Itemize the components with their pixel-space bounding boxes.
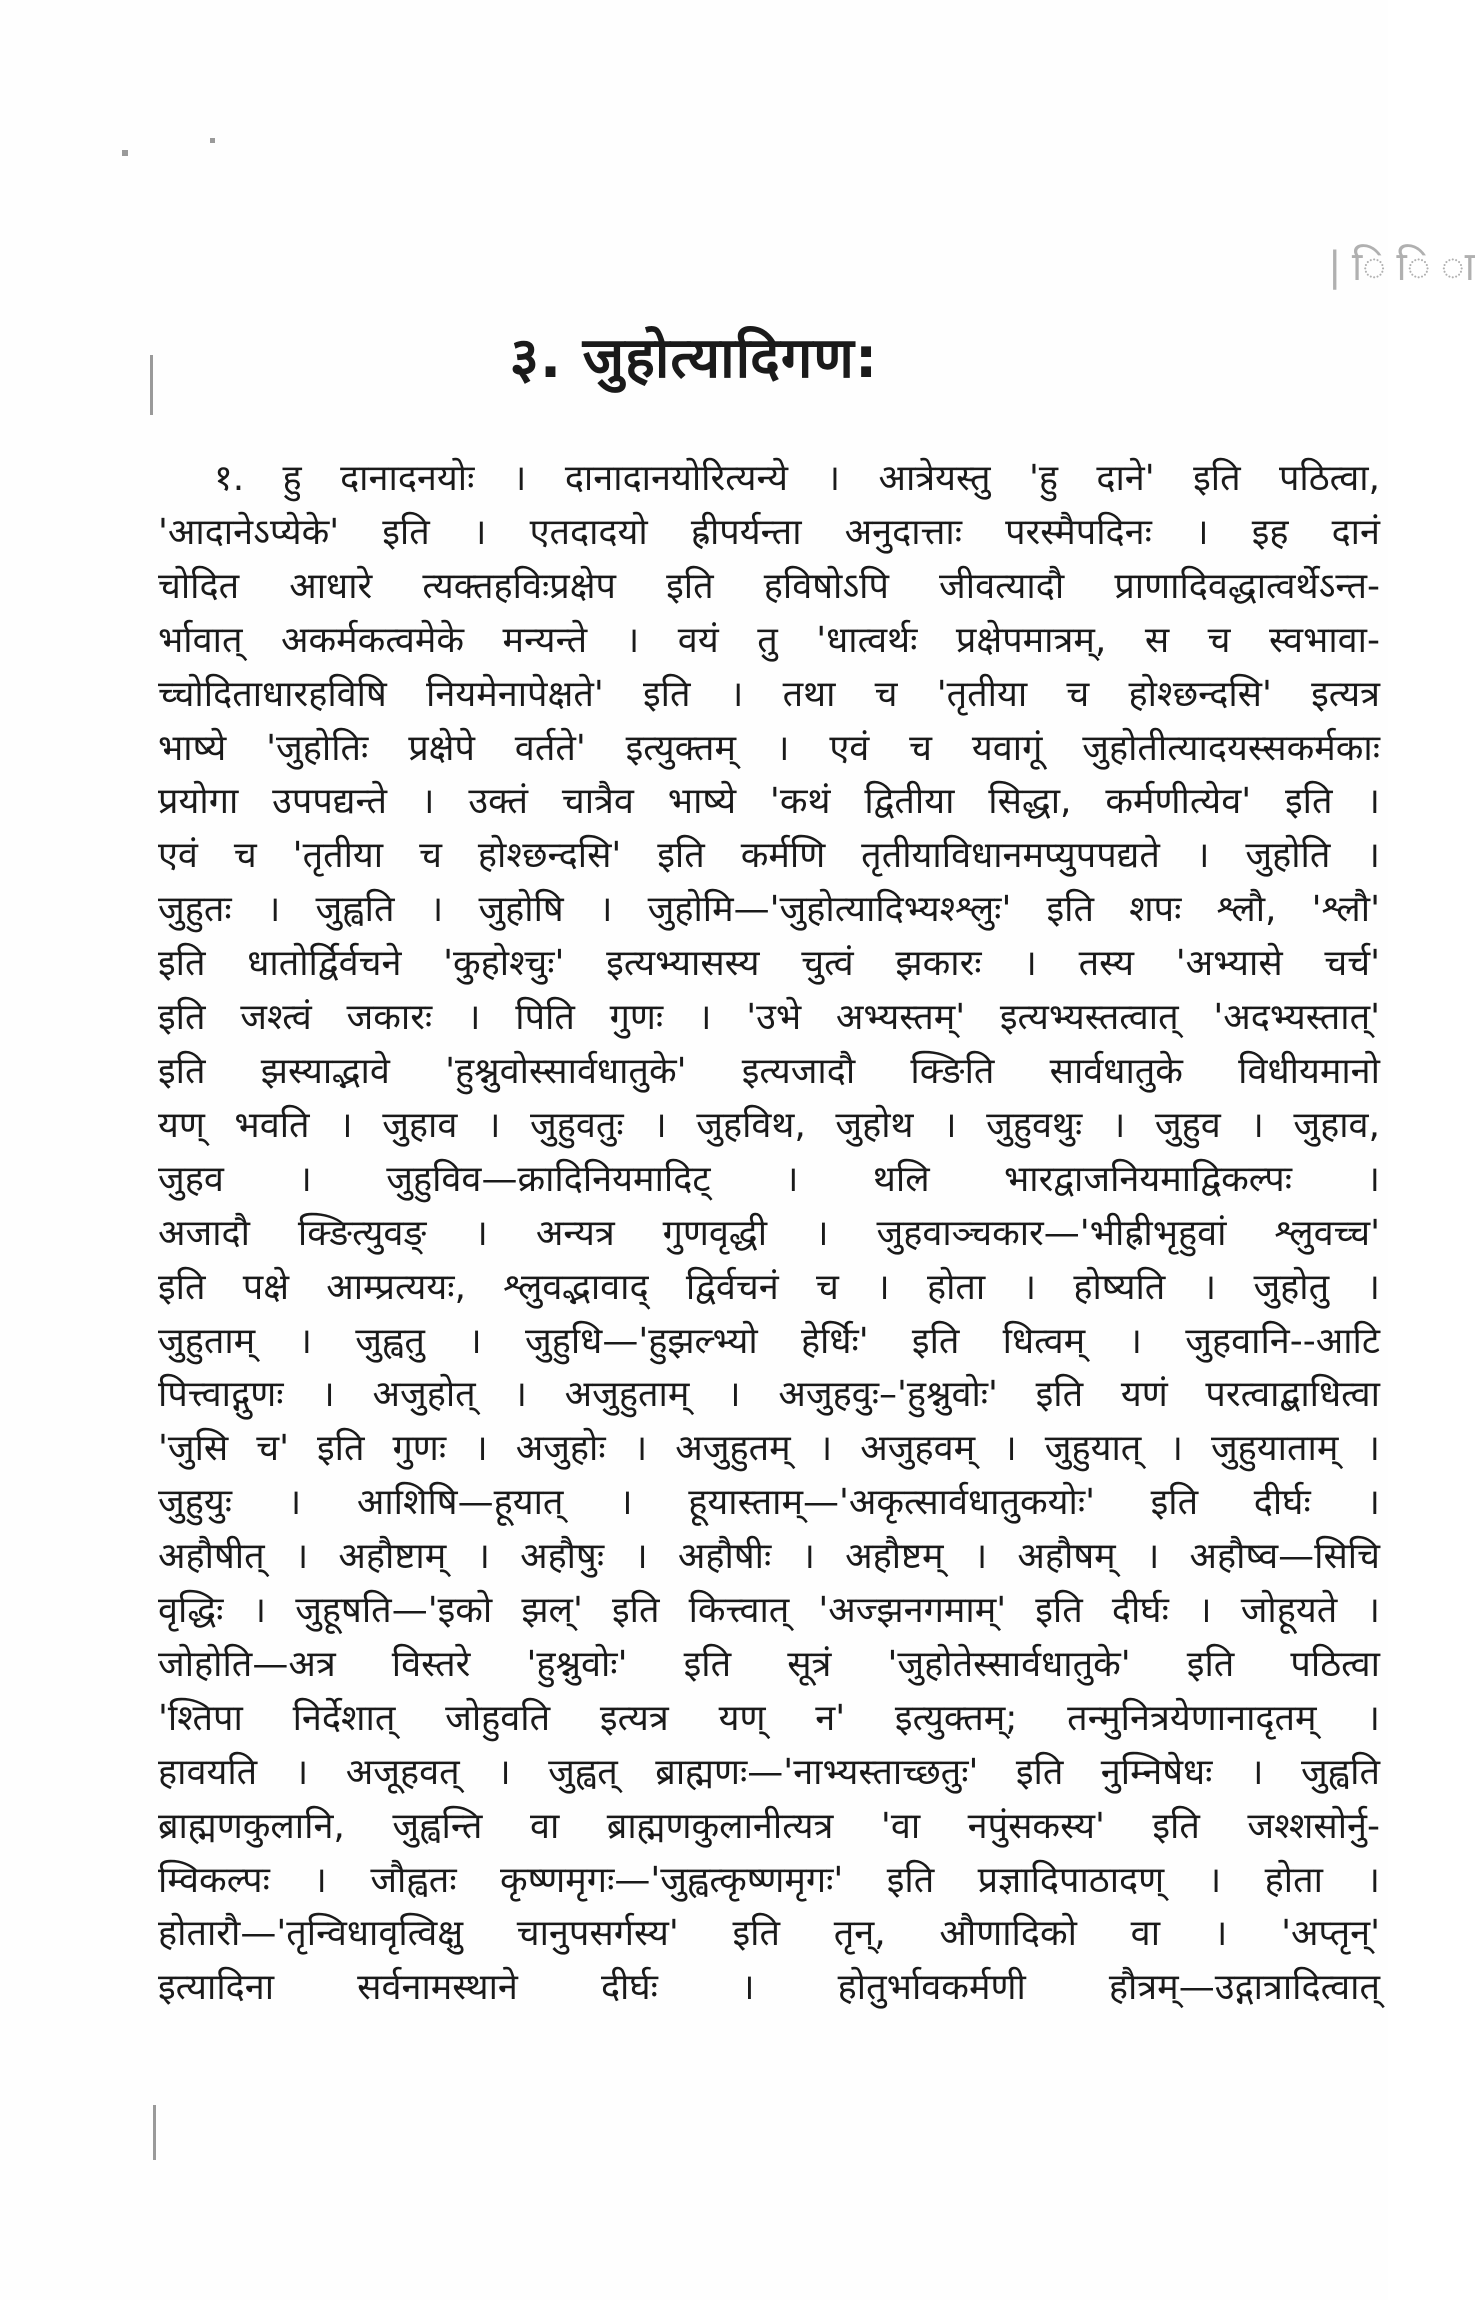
text-line: जोहोति—अत्र विस्तरे 'हुश्नुवोः' इति सूत्रं 'जुहोतेस्सार्वधातुके' इति पठित्वा	[158, 1643, 1380, 1685]
text-line: म्विकल्पः । जौह्वतः कृष्णमृगः—'जुह्वत्कृष्णमृगः' इति प्रज्ञादिपाठादण् । होता ।	[158, 1859, 1380, 1901]
text-line: जुहुतः । जुह्वति । जुहोषि । जुहोमि—'जुहोत्यादिभ्यश्श्लुः' इति शपः श्लौ, 'श्लौ'	[158, 889, 1380, 931]
text-line: हावयति । अजूहवत् । जुह्वत् ब्राह्मणः—'नाभ्यस्ताच्छतुः' इति नुम्निषेधः । जुह्वति	[158, 1751, 1380, 1793]
text-line: अजादौ क्ङित्युवङ् । अन्यत्र गुणवृद्धी । जुहवाञ्चकार—'भीह्रीभृहुवां श्लुवच्च'	[158, 1212, 1380, 1254]
text-line: अहौषीत् । अहौष्टाम् । अहौषुः । अहौषीः । अहौष्टम् । अहौषम् । अहौष्व—सिचि	[158, 1536, 1380, 1578]
bleed-through-margin: | ि ि ा	[1328, 244, 1475, 290]
text-line: पित्त्वाद्गुणः । अजुहोत् । अजुहुताम् । अजुहवुः–'हुश्नुवोः' इति यणं परत्वाद्बाधित्वा	[158, 1374, 1380, 1416]
text-line: इति झस्याद्भावे 'हुश्नुवोस्सार्वधातुके' इत्यजादौ क्ङिति सार्वधातुके विधीयमानो	[158, 1050, 1380, 1092]
text-line: च्चोदिताधारहविषि नियमेनापेक्षते' इति । तथा च 'तृतीया च होश्छन्दसि' इत्यत्र	[158, 673, 1380, 715]
page-title: ३. जुहोत्यादिगण:	[509, 326, 879, 391]
text-line: जुहुयुः । आशिषि—हूयात् । हूयास्ताम्—'अकृत्सार्वधातुकयोः' इति दीर्घः ।	[158, 1482, 1380, 1524]
text-line: इति धातोर्द्विर्वचने 'कुहोश्चुः' इत्यभ्यासस्य चुत्वं झकारः । तस्य 'अभ्यासे चर्च'	[158, 943, 1380, 985]
text-line: एवं च 'तृतीया च होश्छन्दसि' इति कर्मणि तृतीयाविधानमप्युपपद्यते । जुहोति ।	[158, 835, 1380, 877]
text-line: यण् भवति । जुहाव । जुहुवतुः । जुहविथ, जुहोथ । जुहुवथुः । जुहुव । जुहाव,	[158, 1104, 1380, 1146]
scan-speck	[153, 2105, 156, 2160]
text-line: होतारौ—'तृन्विधावृत्विक्षु चानुपसर्गस्य' इति तृन्, औणादिको वा । 'अप्तृन्'	[158, 1913, 1380, 1955]
text-line: वृद्धिः । जुहूषति—'इको झल्' इति कित्त्वात् 'अज्झनगमाम्' इति दीर्घः । जोहूयते ।	[158, 1590, 1380, 1632]
text-line: इत्यादिना सर्वनामस्थाने दीर्घः । होतुर्भावकर्मणी हौत्रम्—उद्गात्रादित्वात्	[158, 1967, 1380, 2009]
text-line: भाष्ये 'जुहोतिः प्रक्षेपे वर्तते' इत्युक्तम् । एवं च यवागूं जुहोतीत्यादयस्सकर्मकाः	[158, 727, 1380, 769]
text-line: जुहव । जुहुविव—क्रादिनियमादिट् । थलि भारद्वाजनियमाद्विकल्पः ।	[158, 1158, 1380, 1200]
body-text	[158, 452, 1380, 2015]
text-line: चोदित आधारे त्यक्तहविःप्रक्षेप इति हविषोऽपि जीवत्यादौ प्राणादिवद्धात्वर्थेऽन्त-	[158, 565, 1380, 607]
text-line: इति पक्षे आम्प्रत्ययः, श्लुवद्भावाद् द्विर्वचनं च । होता । होष्यति । जुहोतु ।	[158, 1266, 1380, 1308]
text-line: 'जुसि च' इति गुणः । अजुहोः । अजुहुतम् । अजुहवम् । जुहुयात् । जुहुयाताम् ।	[158, 1428, 1380, 1470]
text-line: इति जश्त्वं जकारः । पिति गुणः । 'उभे अभ्यस्तम्' इत्यभ्यस्तत्वात् 'अदभ्यस्तात्'	[158, 997, 1380, 1039]
scan-speck	[210, 138, 215, 143]
text-line: र्भावात् अकर्मकत्वमेके मन्यन्ते । वयं तु 'धात्वर्थः प्रक्षेपमात्रम्, स च स्वभावा-	[158, 619, 1380, 661]
text-line: 'श्तिपा निर्देशात् जोहुवति इत्यत्र यण् न' इत्युक्तम्; तन्मुनित्रयेणानादृतम् ।	[158, 1697, 1380, 1739]
scan-speck	[122, 150, 128, 156]
text-line: ब्राह्मणकुलानि, जुह्वन्ति वा ब्राह्मणकुलानीत्यत्र 'वा नपुंसकस्य' इति जश्शसोर्नु-	[158, 1805, 1380, 1847]
text-line: १. हु दानादनयोः । दानादानयोरित्यन्ये । आत्रेयस्तु 'हु दाने' इति पठित्वा,	[214, 458, 1380, 499]
text-line: जुहुताम् । जुह्वतु । जुहुधि—'हुझल्भ्यो हेर्धिः' इति धित्वम् । जुहवानि--आटि	[158, 1320, 1380, 1362]
text-line: प्रयोगा उपपद्यन्ते । उक्तं चात्रैव भाष्ये 'कथं द्वितीया सिद्धा, कर्मणीत्येव' इति ।	[158, 781, 1380, 823]
text-line: 'आदानेऽप्येके' इति । एतदादयो ह्रीपर्यन्ता अनुदात्ताः परस्मैपदिनः । इह दानं	[158, 511, 1380, 553]
